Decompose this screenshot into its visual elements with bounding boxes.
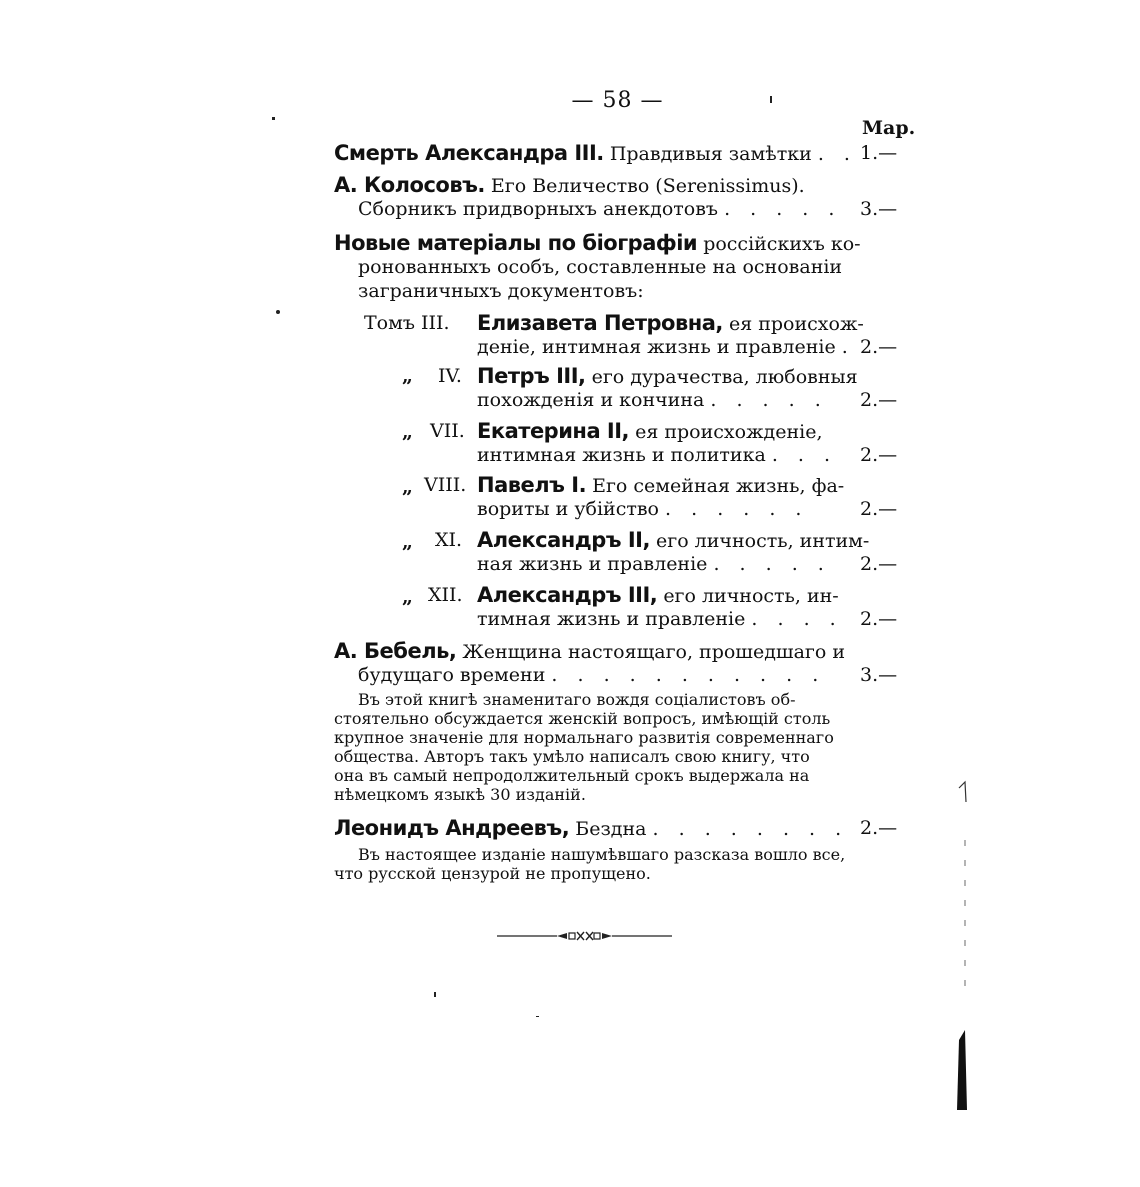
entry-price: 1.—	[860, 142, 898, 164]
volume-price: 2.—	[860, 553, 898, 575]
volume-desc: деніе, интимная жизнь и правленіе	[477, 336, 836, 358]
scan-speck	[536, 1016, 539, 1017]
ditto-mark: „	[402, 531, 413, 553]
catalog-entry	[334, 639, 845, 664]
volume-number: Томъ III.	[364, 312, 450, 334]
scan-speck	[272, 117, 275, 120]
volume-title: Петръ III,	[477, 364, 586, 388]
volume-title: Александръ II,	[477, 528, 650, 552]
entry-author: Леонидъ Андреевъ,	[334, 816, 570, 840]
entry-title-continuation	[358, 197, 841, 221]
leader-dots: . . . . . .	[665, 498, 809, 520]
entry-title-continuation: заграничныхъ документовъ:	[358, 280, 644, 302]
entry-author: Смерть Александра III.	[334, 141, 604, 165]
note-line: Въ этой книгѣ знаменитаго вождя соціалистовъ об-	[358, 690, 796, 709]
volume-price: 2.—	[860, 608, 898, 630]
entry-price: 3.—	[860, 198, 898, 220]
ditto-mark: „	[402, 476, 413, 498]
leader-dots: . . . . . . . .	[652, 818, 849, 840]
price-column-header: Мар.	[862, 117, 916, 139]
page-number: — 58 —	[571, 88, 664, 113]
entry-author: Новые матеріалы по біографіи	[334, 231, 698, 255]
entry-price: 2.—	[860, 817, 898, 839]
entry-title: россійскихъ ко-	[703, 233, 861, 255]
entry-title: Женщина настоящаго, прошедшаго и	[462, 641, 845, 663]
leader-dots: .	[841, 336, 855, 358]
catalog-entry	[334, 231, 861, 256]
volume-desc: похожденія и кончина	[477, 389, 705, 411]
note-line: крупное значеніе для нормальнаго развитія современнаго	[334, 728, 834, 747]
volume-price: 2.—	[860, 336, 898, 358]
volume-desc-continuation	[477, 388, 828, 412]
volume-desc: тимная жизнь и правленіе	[477, 608, 746, 630]
leader-dots: . . . . . . . . . . .	[551, 664, 826, 686]
volume-title: Елизавета Петровна,	[477, 311, 723, 335]
scan-speck	[434, 992, 436, 997]
volume-desc: вориты и убійство	[477, 498, 659, 520]
volume-desc: ея происхож-	[728, 313, 864, 335]
catalog-entry	[334, 173, 805, 198]
volume-desc-continuation	[477, 497, 808, 521]
volume-entry	[477, 473, 844, 498]
leader-dots: . . . .	[751, 608, 843, 630]
volume-price: 2.—	[860, 498, 898, 520]
ornament-divider	[497, 926, 672, 946]
entry-title: Сборникъ придворныхъ анекдотовъ	[358, 198, 719, 220]
note-line: что русской цензурой не пропущено.	[334, 864, 651, 883]
volume-entry	[477, 364, 858, 389]
volume-number: VIII.	[424, 474, 467, 496]
volume-title: Екатерина II,	[477, 419, 630, 443]
note-line: стоятельно обсуждается женскій вопросъ, имѣющій столь	[334, 709, 831, 728]
volume-desc: интимная жизнь и политика	[477, 444, 766, 466]
leader-dots: . . . . .	[724, 198, 842, 220]
ditto-mark: „	[402, 365, 413, 387]
volume-number: XII.	[428, 584, 463, 606]
volume-desc: Его семейная жизнь, фа-	[592, 475, 845, 497]
volume-desc: ная жизнь и правленіе	[477, 553, 708, 575]
catalog-entry	[334, 816, 848, 841]
page-edge-shadow	[955, 780, 969, 1110]
entry-title-continuation	[358, 663, 825, 687]
leader-dots: . . . . .	[713, 553, 831, 575]
volume-desc-continuation	[477, 335, 855, 359]
volume-entry	[477, 419, 823, 444]
volume-number: VII.	[430, 420, 465, 442]
entry-author: А. Колосовъ.	[334, 173, 485, 197]
volume-price: 2.—	[860, 444, 898, 466]
entry-title: будущаго времени	[358, 664, 546, 686]
volume-desc: его дурачества, любовныя	[591, 366, 858, 388]
volume-desc: ея происхожденіе,	[635, 421, 823, 443]
scan-speck	[770, 96, 772, 103]
entry-title: Бездна	[575, 818, 647, 840]
entry-title: Его Величество (Serenissimus).	[490, 175, 805, 197]
scan-speck	[276, 310, 280, 314]
volume-desc-continuation	[477, 552, 831, 576]
volume-title: Александръ III,	[477, 583, 658, 607]
leader-dots: . . . . .	[710, 389, 828, 411]
ditto-mark: „	[402, 586, 413, 608]
volume-price: 2.—	[860, 389, 898, 411]
volume-entry	[477, 311, 864, 336]
note-line: нѣмецкомъ языкѣ 30 изданій.	[334, 785, 586, 804]
note-line: она въ самый непродолжительный срокъ выдержала на	[334, 766, 810, 785]
volume-title: Павелъ I.	[477, 473, 587, 497]
volume-number: XI.	[435, 529, 463, 551]
volume-entry	[477, 528, 869, 553]
note-line: общества. Авторъ такъ умѣло написалъ свою книгу, что	[334, 747, 810, 766]
volume-desc-continuation	[477, 443, 837, 467]
entry-title: Правдивыя замѣтки	[609, 143, 812, 165]
volume-desc-continuation	[477, 607, 843, 631]
ditto-mark: „	[402, 421, 413, 443]
leader-dots: . . .	[771, 444, 838, 466]
catalog-entry	[334, 141, 857, 166]
entry-author: А. Бебель,	[334, 639, 457, 663]
note-line: Въ настоящее изданіе нашумѣвшаго разсказа вошло все,	[358, 845, 846, 864]
leader-dots: . .	[817, 143, 857, 165]
entry-title-continuation: ронованныхъ особъ, составленные на основаніи	[358, 256, 843, 278]
volume-desc: его личность, интим-	[656, 530, 870, 552]
volume-entry	[477, 583, 839, 608]
volume-number: IV.	[438, 365, 462, 387]
volume-desc: его личность, ин-	[663, 585, 839, 607]
entry-price: 3.—	[860, 664, 898, 686]
